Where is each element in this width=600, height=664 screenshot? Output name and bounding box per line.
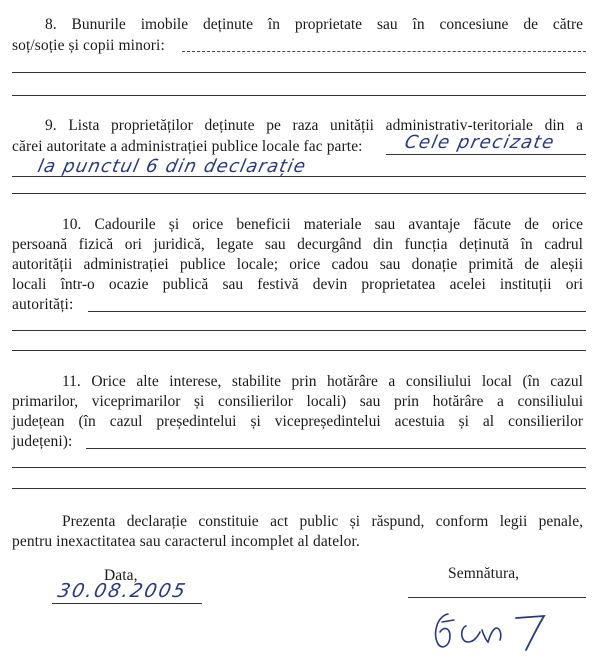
section11-line4: județeni): bbox=[12, 433, 73, 450]
section9-answer-line-1 bbox=[386, 154, 586, 155]
date-handwritten-value: 30.08.2005 bbox=[55, 580, 190, 602]
section8-blank-line-1 bbox=[12, 72, 586, 73]
closing-line2: pentru inexactitatea sau caracterul incomplet al datelor. bbox=[12, 533, 360, 550]
section10-blank-line-2 bbox=[12, 350, 586, 351]
section11-answer-line bbox=[86, 448, 586, 449]
closing-line1: Prezenta declarație constituie act public și răspund, conform legii penale, bbox=[62, 513, 583, 530]
section11-blank-line-1 bbox=[12, 467, 586, 468]
section11-blank-line-2 bbox=[12, 488, 586, 489]
section11-line1: 11. Orice alte interese, stabilite prin hotărâre a consiliului local (în cazul bbox=[62, 373, 583, 390]
date-line bbox=[52, 603, 202, 604]
section8-line2: soț/soție și copii minori: bbox=[12, 37, 165, 54]
section10-line2: persoană fizică ori juridică, legate sau decurgând din funcția deținută în cadrul bbox=[12, 236, 583, 253]
section10-blank-line-1 bbox=[12, 330, 586, 331]
signature-label: Semnătura, bbox=[448, 565, 520, 582]
section9-handwritten-b: la punctul 6 din declarație bbox=[35, 156, 309, 177]
section8-blank-line-2 bbox=[12, 95, 586, 96]
section10-line3: autorității administrației publice locale; orice cadou sau donație primită de aleșii bbox=[12, 256, 583, 273]
section9-handwritten-a: Cele precizate bbox=[402, 132, 558, 153]
section10-line5: autorități: bbox=[12, 296, 74, 313]
handwritten-signature-icon bbox=[420, 606, 570, 656]
section10-line1: 10. Cadourile și orice beneficii materiale sau avantaje făcute de orice bbox=[62, 216, 583, 233]
section10-line4: locali într-o ocazie publică sau festivă devin proprietatea acelei instituții ori bbox=[12, 276, 583, 293]
section9-line1: 9. Lista proprietăților deținute pe raza unității administrativ-teritoriale din a bbox=[45, 117, 583, 134]
section9-blank-line bbox=[12, 193, 586, 194]
section11-line2: primarilor, viceprimarilor și consilierilor locali) sau prin hotărâre a consiliului bbox=[12, 393, 583, 410]
section8-line1: 8. Bunurile imobile deținute în proprietate sau în concesiune de către bbox=[45, 16, 583, 33]
section9-answer-line-2 bbox=[12, 176, 586, 177]
section10-answer-line bbox=[88, 311, 586, 312]
section11-line3: județean (în cazul președintelui și vicepreședintelui acestuia și al consilierilor bbox=[12, 413, 583, 430]
section8-answer-line bbox=[182, 51, 586, 52]
date-label: Data, bbox=[104, 567, 138, 584]
signature-line bbox=[408, 597, 586, 598]
section9-line2: cărei autoritate a administrației publice locale fac parte: bbox=[12, 138, 363, 155]
